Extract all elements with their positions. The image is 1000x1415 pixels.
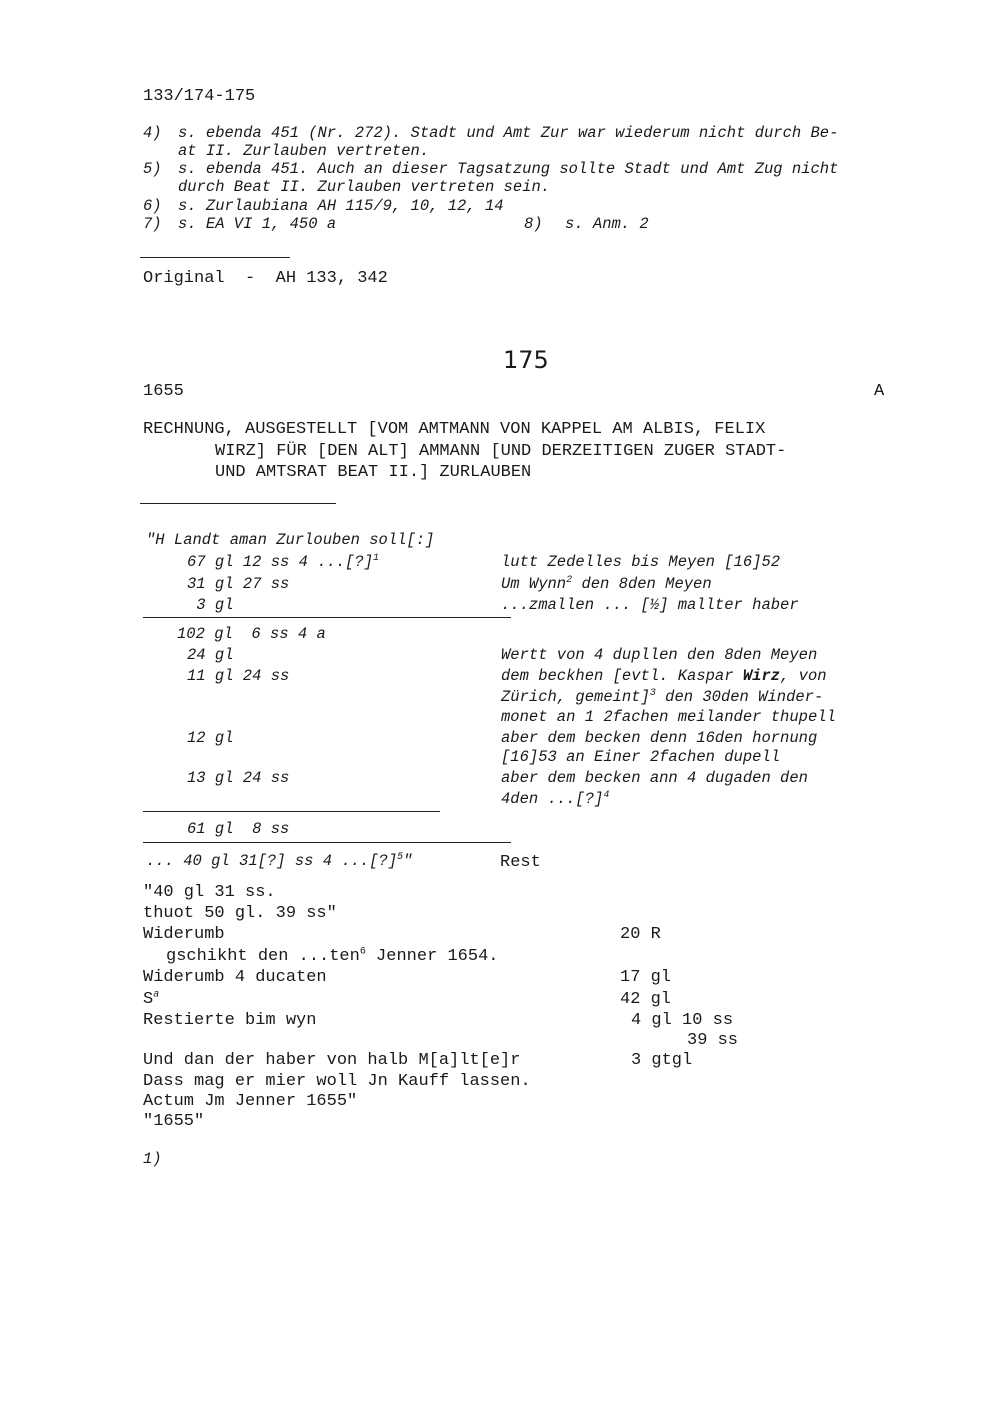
- account-text-3: ...zmallen ... [½] mallter haber: [501, 596, 799, 614]
- restierte-value: 4 gl 10 ss: [631, 1011, 734, 1030]
- document-letter: A: [874, 382, 885, 401]
- account-opening: "H Landt aman Zurlouben soll[:]: [146, 531, 435, 549]
- und-dan-line: Und dan der haber von halb M[a]lt[e]r: [143, 1051, 521, 1070]
- gschikht-line: gschikht den ...ten$^6$ Jenner 1654.: [166, 946, 499, 966]
- footnote-divider: [140, 257, 290, 258]
- account-rest-label: Rest: [500, 853, 541, 872]
- summa-value: 42 gl: [620, 990, 672, 1009]
- und-dan-value: 3 gtgl: [631, 1051, 693, 1070]
- subtotal-rule-1: [143, 617, 511, 618]
- account-amount-1: 67 gl 12 ss 4 ...[?]$^1$: [187, 552, 380, 571]
- account-text-6: Zürich, gemeint]$^3$ den 30den Winder-: [501, 687, 824, 706]
- account-subtotal-1: 102 gl 6 ss 4 a: [177, 625, 326, 643]
- original-source: Original - AH 133, 342: [143, 269, 388, 288]
- widerumb-2-value: 17 gl: [620, 968, 672, 987]
- account-amount-7: 13 gl 24 ss: [187, 769, 290, 787]
- account-amount-3: 3 gl: [187, 596, 234, 614]
- dass-line: Dass mag er mier woll Jn Kauff lassen.: [143, 1072, 531, 1091]
- account-rest-amount: ... 40 gl 31[?] ss 4 ...[?]$^5$": [146, 851, 413, 870]
- name-wirz: Wirz: [742, 667, 781, 685]
- widerumb-2: Widerumb 4 ducaten: [143, 968, 327, 987]
- lower-line-1: "40 gl 31 ss.: [143, 883, 276, 902]
- account-text-5: dem beckhen [evtl. Kaspar Wirz, von: [501, 667, 827, 685]
- widerumb-1: Widerumb: [143, 925, 225, 944]
- account-text-7: monet an 1 2fachen meilander thupell: [501, 708, 836, 726]
- footnote-6-line-1: s. Zurlaubiana AH 115/9, 10, 12, 14: [178, 197, 504, 215]
- footnote-5-line-1: s. ebenda 451. Auch an dieser Tagsatzung sollte Stadt und Amt Zug nicht: [178, 160, 839, 178]
- heading-line-3: UND AMTSRAT BEAT II.] ZURLAUBEN: [215, 463, 532, 482]
- footnote-bottom: 1): [143, 1150, 162, 1168]
- account-text-9: [16]53 an Einer 2fachen dupell: [501, 748, 781, 766]
- ss-39: 39 ss: [687, 1031, 739, 1050]
- account-amount-2: 31 gl 27 ss: [187, 575, 290, 593]
- widerumb-1-value: 20 R: [620, 925, 661, 944]
- summa: $S^a$: [143, 989, 160, 1009]
- footnote-7-number: 7): [143, 215, 162, 233]
- footnote-4-line-2: at II. Zurlauben vertreten.: [178, 142, 430, 160]
- account-text-2: Um Wynn$^2$ den 8den Meyen: [501, 574, 712, 593]
- page-reference: 133/174-175: [143, 87, 256, 106]
- account-amount-5: 11 gl 24 ss: [187, 667, 290, 685]
- account-text-1: lutt Zedelles bis Meyen [16]52: [501, 553, 781, 571]
- footnote-6-number: 6): [143, 197, 162, 215]
- footnote-4-number: 4): [143, 124, 162, 142]
- subtotal-rule-3: [143, 842, 511, 843]
- account-text-10: aber dem becken ann 4 dugaden den: [501, 769, 808, 787]
- account-subtotal-2: 61 gl 8 ss: [187, 820, 290, 838]
- account-text-4: Wertt von 4 dupllen den 8den Meyen: [501, 646, 818, 664]
- document-number: 175: [503, 346, 549, 374]
- footnote-8-number: 8): [524, 215, 543, 233]
- footnote-7-line-1: s. EA VI 1, 450 a: [178, 215, 337, 233]
- footnote-8-line-1: s. Anm. 2: [565, 215, 649, 233]
- heading-divider: [140, 503, 336, 504]
- year-quote: "1655": [143, 1112, 205, 1131]
- restierte: Restierte bim wyn: [143, 1011, 317, 1030]
- account-amount-6: 12 gl: [187, 729, 234, 747]
- lower-line-2: thuot 50 gl. 39 ss": [143, 904, 337, 923]
- footnote-4-line-1: s. ebenda 451 (Nr. 272). Stadt und Amt Zur war wiederum nicht durch Be-: [178, 124, 839, 142]
- heading-line-2: WIRZ] FÜR [DEN ALT] AMMANN [UND DERZEITIGEN ZUGER STADT-: [215, 442, 787, 461]
- actum-line: Actum Jm Jenner 1655": [143, 1092, 358, 1111]
- document-year: 1655: [143, 382, 184, 401]
- account-text-11: 4den ...[?]$^4$: [501, 789, 610, 808]
- heading-line-1: RECHNUNG, AUSGESTELLT [VOM AMTMANN VON KAPPEL AM ALBIS, FELIX: [143, 420, 766, 439]
- account-amount-4: 24 gl: [187, 646, 234, 664]
- footnote-5-number: 5): [143, 160, 162, 178]
- account-text-8: aber dem becken denn 16den hornung: [501, 729, 818, 747]
- footnote-5-line-2: durch Beat II. Zurlauben vertreten sein.: [178, 178, 551, 196]
- subtotal-rule-2: [143, 811, 440, 812]
